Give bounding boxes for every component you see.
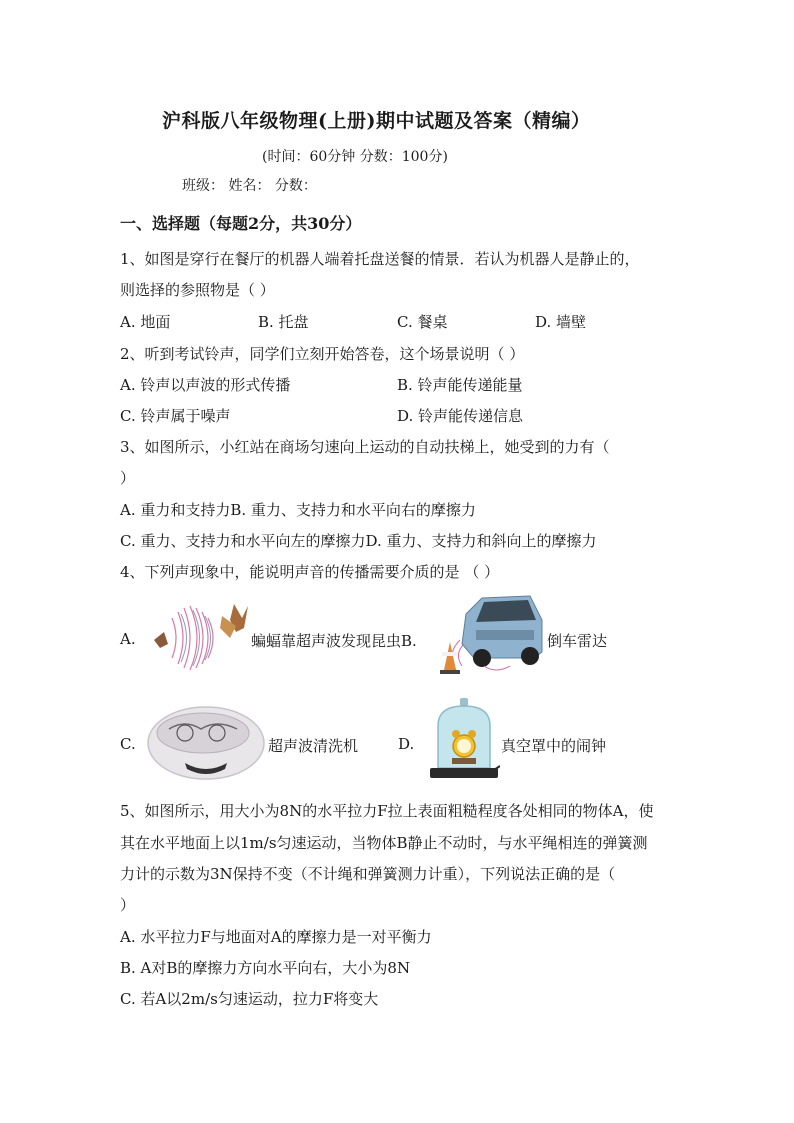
question-3-options-row-1: A. 重力和支持力B. 重力、支持力和水平向右的摩擦力 [120,501,476,519]
question-5-line-2: 其在水平地面上以1m/s匀速运动，当物体B静止不动时，与水平绳相连的弹簧测 [120,834,648,852]
question-4-option-a-text: 蝙蝠靠超声波发现昆虫B. [251,632,417,650]
question-3-options-row-2: C. 重力、支持力和水平向左的摩擦力D. 重力、支持力和斜向上的摩擦力 [120,532,597,550]
reversing-car-radar-illustration [434,592,546,678]
question-2-option-b: B. 铃声能传递能量 [397,376,523,394]
ultrasonic-cleaner-illustration [145,703,267,783]
vacuum-bell-jar-alarm-clock-illustration [428,696,500,784]
question-5-line-1: 5、如图所示，用大小为8N的水平拉力F拉上表面粗糙程度各处相同的物体A，使 [120,802,654,820]
question-4-option-a-letter: A. [120,630,136,648]
question-4-option-d-letter: D. [398,735,415,753]
question-5-line-3: 力计的示数为3N保持不变（不计绳和弹簧测力计重），下列说法正确的是（ [120,865,616,883]
question-1-option-c: C. 餐桌 [397,313,448,331]
question-5-option-b: B. A对B的摩擦力方向水平向右，大小为8N [120,959,411,977]
question-1-option-b: B. 托盘 [258,313,309,331]
question-4-option-b-text: 倒车雷达 [547,632,608,650]
question-4-option-d-text: 真空罩中的闹钟 [501,737,607,755]
question-5-line-4: ） [120,896,136,914]
question-4-option-c-letter: C. [120,735,136,753]
section-heading: 一、选择题（每题2分，共30分） [120,214,362,233]
student-info-line: 班级： 姓名： 分数： [182,178,317,194]
question-1-line-1: 1、如图是穿行在餐厅的机器人端着托盘送餐的情景．若认为机器人是静止的， [120,250,640,268]
question-1-option-a: A. 地面 [120,313,171,331]
question-5-option-a: A. 水平拉力F与地面对A的摩擦力是一对平衡力 [120,928,432,946]
document-title: 沪科版八年级物理(上册)期中试题及答案（精编） [162,110,591,132]
question-2-line-1: 2、听到考试铃声，同学们立刻开始答卷，这个场景说明（ ） [120,345,525,363]
question-1-line-2: 则选择的参照物是（ ） [120,281,275,299]
question-2-option-d: D. 铃声能传递信息 [397,407,524,425]
question-1-option-d: D. 墙壁 [535,313,587,331]
question-4-line-1: 4、下列声现象中，能说明声音的传播需要介质的是 （ ） [120,563,500,581]
question-4-option-c-text: 超声波清洗机 [268,737,359,755]
question-2-option-a: A. 铃声以声波的形式传播 [120,376,291,394]
bat-ultrasound-illustration [150,598,250,678]
question-2-option-c: C. 铃声属于噪声 [120,407,231,425]
question-5-option-c: C. 若A以2m/s匀速运动，拉力F将变大 [120,990,379,1008]
time-score-line: (时间：60分钟 分数：100分) [262,149,448,165]
question-3-line-2: ） [120,469,136,487]
question-3-line-1: 3、如图所示，小红站在商场匀速向上运动的自动扶梯上，她受到的力有（ [120,438,610,456]
